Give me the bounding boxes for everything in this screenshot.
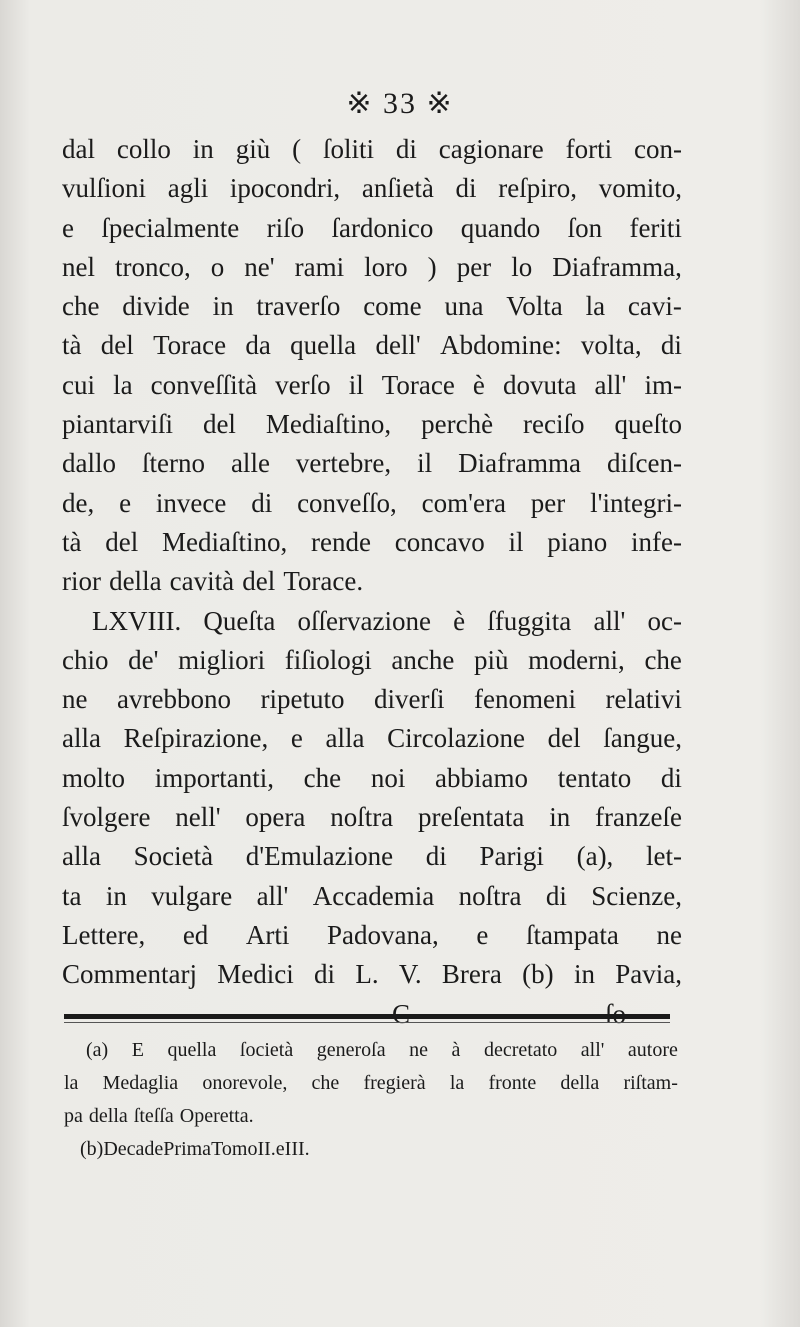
text-line-11: tà del Mediaſtino, rende concavo il piano infe- [62, 526, 682, 557]
footnote-a-line-2: la Medaglia onorevole, che fregierà la fronte della riſtam- [64, 1072, 678, 1094]
text-line-12: rior della cavità del Torace. [62, 566, 364, 597]
text-line-13: LXVIII. Queſta oſſervazione è ſfuggita all' oc- [92, 605, 682, 636]
text-line-15: ne avrebbono ripetuto diverſi fenomeni relativi [62, 684, 682, 715]
text-line-21: Lettere, ed Arti Padovana, e ſtampata ne [62, 919, 682, 950]
footnote-rule-thin [64, 1022, 670, 1023]
text-line-18: ſvolgere nell' opera noſtra preſentata in franzeſe [62, 802, 682, 833]
text-line-8: piantarviſi del Mediaſtino, perchè reciſo queſto [62, 409, 682, 440]
footnote-b: (b) Decade Prima Tomo II. e III. [80, 1138, 310, 1160]
text-line-19: alla Società d'Emulazione di Parigi (a), let- [62, 841, 682, 872]
text-line-6: tà del Torace da quella dell' Abdomine: volta, di [62, 330, 682, 361]
text-line-16: alla Reſpirazione, e alla Circolazione del ſangue, [62, 723, 682, 754]
text-line-22: Commentarj Medici di L. V. Brera (b) in Pavia, [62, 959, 682, 990]
footnotes [64, 1034, 678, 1166]
text-line-3: e ſpecialmente riſo ſardonico quando ſon feriti [62, 212, 682, 243]
text-line-2: vulſioni agli ipocondri, anſietà di reſpiro, vomito, [62, 173, 682, 204]
footnote-rule [64, 1014, 670, 1019]
running-head: ※ 33 ※ [346, 87, 454, 120]
text-line-7: cui la conveſſità verſo il Torace è dovuta all' im- [62, 369, 682, 400]
main-text-block [62, 130, 682, 1034]
footnote-a-line-1: (a) E quella ſocietà generoſa ne à decretato all' autore [86, 1039, 678, 1061]
text-line-17: molto importanti, che noi abbiamo tentato di [62, 762, 682, 793]
text-line-4: nel tronco, o ne' rami loro ) per lo Diaframma, [62, 251, 682, 282]
text-line-14: chio de' migliori fiſiologi anche più moderni, che [62, 644, 682, 675]
text-line-20: ta in vulgare all' Accademia noſtra di Scienze, [62, 880, 682, 911]
text-line-5: che divide in traverſo come una Volta la cavi- [62, 291, 682, 322]
text-line-10: de, e invece di conveſſo, com'era per l'integri- [62, 487, 682, 518]
text-line-9: dallo ſterno alle vertebre, il Diaframma diſcen- [62, 448, 682, 479]
footnote-a-line-3: pa della ſteſſa Operetta. [64, 1105, 254, 1127]
text-line-1: dal collo in giù ( ſoliti di cagionare forti con- [62, 134, 682, 164]
